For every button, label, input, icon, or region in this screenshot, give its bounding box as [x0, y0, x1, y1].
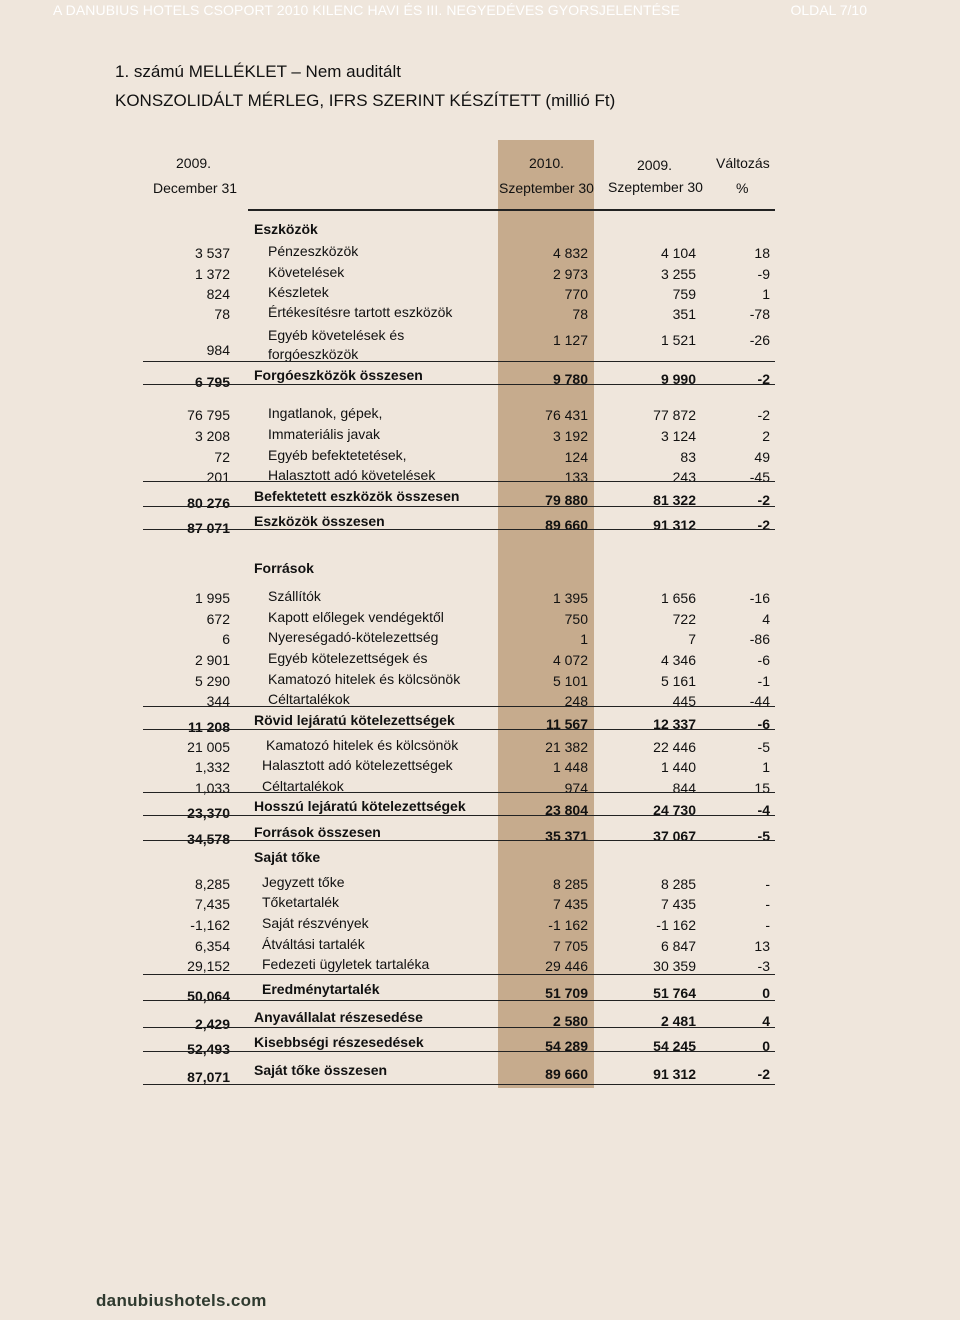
row-separator	[143, 1027, 775, 1028]
value-2010-sep: 2 973	[552, 266, 588, 282]
row-label: Eredménytartalék	[262, 981, 380, 997]
row-label: Egyéb kötelezettségek és	[268, 650, 428, 666]
value-2009-dec: 76 795	[187, 407, 230, 423]
value-2009-dec: 29,152	[187, 958, 230, 974]
row-label: Halasztott adó követelések	[268, 467, 436, 483]
value-2009-dec: 87 071	[187, 520, 230, 536]
value-2009-sep: 7	[688, 631, 696, 647]
change-percent: 2	[762, 428, 770, 444]
value-2009-sep: 81 322	[653, 492, 696, 508]
value-2009-dec: 21 005	[187, 739, 230, 755]
value-2009-dec: 23,370	[187, 805, 230, 821]
row-separator	[143, 792, 775, 793]
value-2009-sep: -1 162	[656, 917, 696, 933]
value-2009-dec: 201	[206, 469, 230, 485]
row-label: Hosszú lejáratú kötelezettségek	[254, 798, 466, 814]
change-percent: -78	[749, 306, 770, 322]
row-separator	[143, 815, 775, 816]
value-2009-dec: 2,429	[194, 1016, 230, 1032]
value-2009-sep: 351	[672, 306, 696, 322]
change-percent: -4	[757, 802, 770, 818]
value-2010-sep: 2 580	[552, 1013, 588, 1029]
value-2009-sep: 12 337	[653, 716, 696, 732]
value-2009-dec: 824	[206, 286, 230, 302]
row-separator	[143, 361, 775, 362]
row-label: Fedezeti ügyletek tartaléka	[262, 956, 430, 972]
change-percent: 49	[754, 449, 770, 465]
row-label: Kamatozó hitelek és kölcsönök	[266, 737, 459, 753]
value-2009-dec: 1 995	[194, 590, 230, 606]
row-label: Forgóeszközök összesen	[254, 367, 423, 383]
change-percent: -6	[757, 716, 770, 732]
value-2009-sep: 8 285	[660, 876, 696, 892]
value-2010-sep: 3 192	[552, 428, 588, 444]
change-percent: 13	[754, 938, 770, 954]
value-2009-dec: 11 208	[187, 719, 230, 735]
value-2009-dec: 6,354	[194, 938, 230, 954]
row-label: Jegyzett tőke	[262, 874, 345, 890]
value-2009-sep: 844	[672, 780, 696, 796]
value-2010-sep: 51 709	[545, 985, 588, 1001]
row-label: Tőketartalék	[262, 894, 340, 910]
value-2009-sep: 54 245	[653, 1038, 696, 1054]
change-percent: -3	[757, 958, 770, 974]
col3-date: Szeptember 30	[608, 179, 703, 195]
value-2009-sep: 91 312	[653, 1066, 696, 1082]
row-label: Pénzeszközök	[268, 243, 359, 259]
change-percent: -9	[757, 266, 770, 282]
col3-year: 2009.	[637, 157, 673, 173]
value-2009-sep: 83	[680, 449, 696, 465]
value-2009-dec: 1 372	[194, 266, 230, 282]
row-separator	[143, 1051, 775, 1052]
report-title: A DANUBIUS HOTELS CSOPORT 2010 KILENC HAVI ÉS III. NEGYEDÉVES GYORSJELENTÉSE	[53, 2, 680, 18]
value-2009-sep: 51 764	[653, 985, 696, 1001]
value-2009-sep: 1 440	[660, 759, 696, 775]
value-2009-sep: 1 521	[660, 332, 696, 348]
value-2009-dec: 1,033	[194, 780, 230, 796]
change-percent: 15	[754, 780, 770, 796]
value-2010-sep: 124	[564, 449, 588, 465]
value-2009-dec: 6 795	[194, 374, 230, 390]
value-2010-sep: 1	[580, 631, 588, 647]
change-percent: 18	[754, 245, 770, 261]
row-separator	[143, 1084, 775, 1085]
value-2009-sep: 445	[672, 693, 696, 709]
value-2009-sep: 759	[672, 286, 696, 302]
section-heading: Eszközök	[254, 221, 318, 237]
value-2009-dec: 50,064	[187, 988, 230, 1004]
row-label: Eszközök összesen	[254, 513, 385, 529]
change-percent: -2	[757, 407, 770, 423]
value-2010-sep: 89 660	[545, 517, 588, 533]
change-percent: -	[765, 917, 770, 933]
change-percent: -6	[757, 652, 770, 668]
value-2009-dec: 8,285	[194, 876, 230, 892]
value-2009-sep: 77 872	[653, 407, 696, 423]
row-separator	[143, 506, 775, 507]
value-2010-sep: 79 880	[545, 492, 588, 508]
value-2009-sep: 30 359	[653, 958, 696, 974]
row-label: Ingatlanok, gépek,	[268, 405, 383, 421]
change-percent: -	[765, 896, 770, 912]
change-percent: 4	[762, 1013, 770, 1029]
change-percent: 4	[762, 611, 770, 627]
row-label: Értékesítésre tartott eszközök	[268, 304, 453, 320]
row-label: Rövid lejáratú kötelezettségek	[254, 712, 455, 728]
change-percent: -2	[757, 1066, 770, 1082]
value-2010-sep: 4 832	[552, 245, 588, 261]
value-2009-sep: 5 161	[660, 673, 696, 689]
change-percent: -2	[757, 371, 770, 387]
value-2010-sep: 89 660	[545, 1066, 588, 1082]
value-2009-sep: 4 104	[660, 245, 696, 261]
value-2009-dec: 2 901	[194, 652, 230, 668]
change-percent: 1	[762, 286, 770, 302]
change-percent: -2	[757, 492, 770, 508]
change-percent: -5	[757, 828, 770, 844]
change-percent: -1	[757, 673, 770, 689]
value-2009-dec: 672	[206, 611, 230, 627]
value-2010-sep: 35 371	[545, 828, 588, 844]
row-separator	[143, 481, 775, 482]
change-percent: -2	[757, 517, 770, 533]
value-2010-sep: 7 435	[552, 896, 588, 912]
row-label: Céltartalékok	[262, 778, 344, 794]
value-2009-dec: 984	[206, 342, 230, 358]
value-2009-dec: 344	[206, 693, 230, 709]
value-2009-dec: 87,071	[187, 1069, 230, 1085]
value-2009-sep: 9 990	[660, 371, 696, 387]
value-2009-dec: 80 276	[187, 495, 230, 511]
value-2009-sep: 2 481	[660, 1013, 696, 1029]
row-label: Szállítók	[268, 588, 321, 604]
row-separator	[143, 384, 775, 385]
value-2009-dec: 3 208	[194, 428, 230, 444]
value-2009-sep: 3 255	[660, 266, 696, 282]
change-percent: -16	[749, 590, 770, 606]
row-separator	[143, 529, 775, 530]
col4-unit: %	[736, 180, 749, 196]
change-percent: -44	[749, 693, 770, 709]
section-heading: Források	[254, 560, 314, 576]
value-2010-sep: 21 382	[545, 739, 588, 755]
row-label: Befektetett eszközök összesen	[254, 488, 460, 504]
row-label: Követelések	[268, 264, 345, 280]
row-separator	[143, 840, 775, 841]
value-2010-sep: -1 162	[548, 917, 588, 933]
row-label: Kisebbségi részesedések	[254, 1034, 424, 1050]
change-percent: 0	[762, 1038, 770, 1054]
col1-year: 2009.	[176, 155, 212, 171]
value-2010-sep: 1 395	[552, 590, 588, 606]
row-separator	[143, 974, 775, 975]
value-2010-sep: 4 072	[552, 652, 588, 668]
row-separator	[143, 1000, 775, 1001]
value-2009-sep: 6 847	[660, 938, 696, 954]
value-2010-sep: 8 285	[552, 876, 588, 892]
change-percent: -45	[749, 469, 770, 485]
value-2010-sep: 54 289	[545, 1038, 588, 1054]
value-2009-sep: 7 435	[660, 896, 696, 912]
change-percent: 1	[762, 759, 770, 775]
change-percent: -	[765, 876, 770, 892]
value-2010-sep: 11 567	[545, 716, 588, 732]
row-label: Saját tőke összesen	[254, 1062, 388, 1078]
row-label: Források összesen	[254, 824, 381, 840]
col2-year: 2010.	[529, 155, 565, 171]
page-number: OLDAL 7/10	[790, 2, 867, 18]
change-percent: 0	[762, 985, 770, 1001]
value-2009-sep: 22 446	[653, 739, 696, 755]
row-label: Nyereségadó-kötelezettség	[268, 629, 439, 645]
value-2010-sep: 9 780	[552, 371, 588, 387]
value-2009-sep: 3 124	[660, 428, 696, 444]
change-percent: -26	[749, 332, 770, 348]
footer-logo: danubiushotels.com	[96, 1291, 267, 1310]
value-2009-sep: 91 312	[653, 517, 696, 533]
value-2010-sep: 248	[564, 693, 588, 709]
row-label: Egyéb követelések és forgóeszközök	[268, 327, 405, 362]
value-2009-sep: 4 346	[660, 652, 696, 668]
value-2010-sep: 76 431	[545, 407, 588, 423]
running-header	[0, 0, 960, 26]
header-rule	[248, 209, 775, 211]
value-2009-dec: 34,578	[187, 831, 230, 847]
annex-title: 1. számú MELLÉKLET – Nem auditált	[115, 62, 401, 81]
row-label: Immateriális javak	[268, 426, 381, 442]
section-heading: Saját tőke	[254, 849, 321, 865]
value-2009-dec: 1,332	[194, 759, 230, 775]
value-2009-dec: 78	[214, 306, 230, 322]
row-label: Kapott előlegek vendégektől	[268, 609, 444, 625]
value-2009-dec: 52,493	[187, 1041, 230, 1057]
value-2009-sep: 1 656	[660, 590, 696, 606]
row-label: Anyavállalat részesedése	[254, 1009, 423, 1025]
value-2009-sep: 37 067	[653, 828, 696, 844]
value-2010-sep: 974	[564, 780, 588, 796]
row-label: Átváltási tartalék	[262, 936, 365, 952]
value-2009-sep: 722	[672, 611, 696, 627]
value-2010-sep: 29 446	[545, 958, 588, 974]
value-2009-dec: 7,435	[194, 896, 230, 912]
row-label: Egyéb befektetetések,	[268, 447, 407, 463]
value-2009-sep: 243	[672, 469, 696, 485]
value-2010-sep: 770	[564, 286, 588, 302]
change-percent: -86	[749, 631, 770, 647]
row-separator	[143, 706, 775, 707]
col2-date: Szeptember 30	[499, 180, 594, 196]
value-2009-sep: 24 730	[653, 802, 696, 818]
row-label: Céltartalékok	[268, 691, 350, 707]
value-2010-sep: 78	[572, 306, 588, 322]
row-label: Saját részvények	[262, 915, 369, 931]
value-2010-sep: 1 127	[552, 332, 588, 348]
value-2010-sep: 1 448	[552, 759, 588, 775]
value-2009-dec: 3 537	[194, 245, 230, 261]
value-2010-sep: 133	[564, 469, 588, 485]
col4-label: Változás	[716, 155, 770, 171]
row-label: Készletek	[268, 284, 329, 300]
row-label: Halasztott adó kötelezettségek	[262, 757, 453, 773]
value-2009-dec: 5 290	[194, 673, 230, 689]
balance-sheet-title: KONSZOLIDÁLT MÉRLEG, IFRS SZERINT KÉSZÍTETT (millió Ft)	[115, 91, 616, 110]
row-separator	[143, 729, 775, 730]
value-2010-sep: 5 101	[552, 673, 588, 689]
value-2010-sep: 7 705	[552, 938, 588, 954]
value-2010-sep: 23 804	[545, 802, 588, 818]
value-2009-dec: 72	[214, 449, 230, 465]
col1-date: December 31	[153, 180, 238, 196]
value-2009-dec: 6	[222, 631, 230, 647]
value-2010-sep: 750	[564, 611, 588, 627]
row-label: Kamatozó hitelek és kölcsönök	[268, 671, 461, 687]
value-2009-dec: -1,162	[190, 917, 230, 933]
change-percent: -5	[757, 739, 770, 755]
